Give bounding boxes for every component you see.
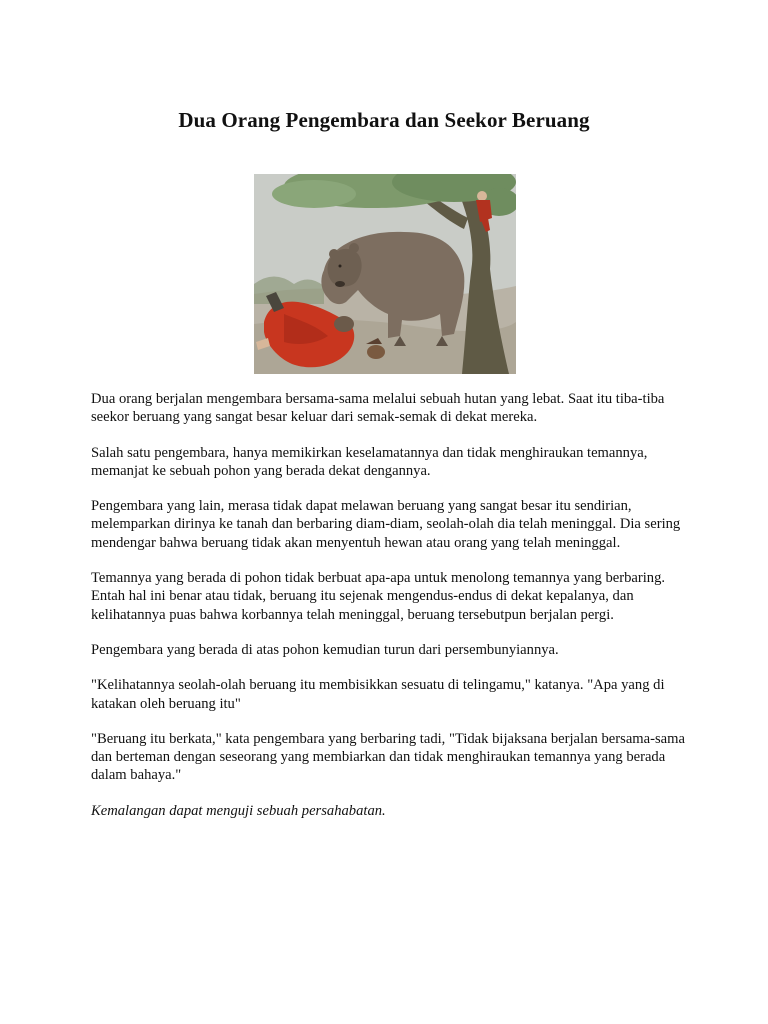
- page-title: Dua Orang Pengembara dan Seekor Beruang: [178, 108, 590, 133]
- paragraph-1: Dua orang berjalan mengembara bersama-sama melalui sebuah hutan yang lebat. Saat itu tiba-tiba seekor beruang yang sangat besar keluar dari semak-semak di dekat mereka.: [91, 391, 665, 426]
- paragraph-6: "Kelihatannya seolah-olah beruang itu membisikkan sesuatu di telingamu," katanya. "Apa yang di katakan oleh beruang itu": [91, 677, 665, 712]
- paragraph-4: Temannya yang berada di pohon tidak berbuat apa-apa untuk menolong temannya yang berbaring. Entah hal ini benar atau tidak, beruang itu sejenak mengendus-endus di dekat kepalanya, dan kelihatannya puas bahwa korbannya telah meninggal, beruang tersebutpun berjalan pergi.: [91, 570, 666, 623]
- paragraph-7: "Beruang itu berkata," kata pengembara yang berbaring tadi, "Tidak bijaksana berjalan bersama-sama dan berteman dengan seseorang yang membiarkan dan tidak menghiraukan temannya yang berada dalam bahaya.": [91, 730, 685, 784]
- paragraph-2: Salah satu pengembara, hanya memikirkan keselamatannya dan tidak menghiraukan temannya, memanjat ke sebuah pohon yang berada dekat dengannya.: [91, 444, 648, 479]
- paragraph-5: Pengembara yang berada di atas pohon kemudian turun dari persembunyiannya.: [91, 641, 559, 658]
- story-moral: Kemalangan dapat menguji sebuah persahabatan.: [91, 802, 386, 819]
- story-body: [91, 390, 691, 837]
- paragraph-3: Pengembara yang lain, merasa tidak dapat melawan beruang yang sangat besar itu sendirian, melemparkan dirinya ke tanah dan berbaring diam-diam, seolah-olah dia telah meninggal. Dia sering mendengar bahwa beruang tidak akan menyentuh hewan atau orang yang telah meninggal.: [91, 498, 681, 551]
- story-illustration: [254, 174, 516, 374]
